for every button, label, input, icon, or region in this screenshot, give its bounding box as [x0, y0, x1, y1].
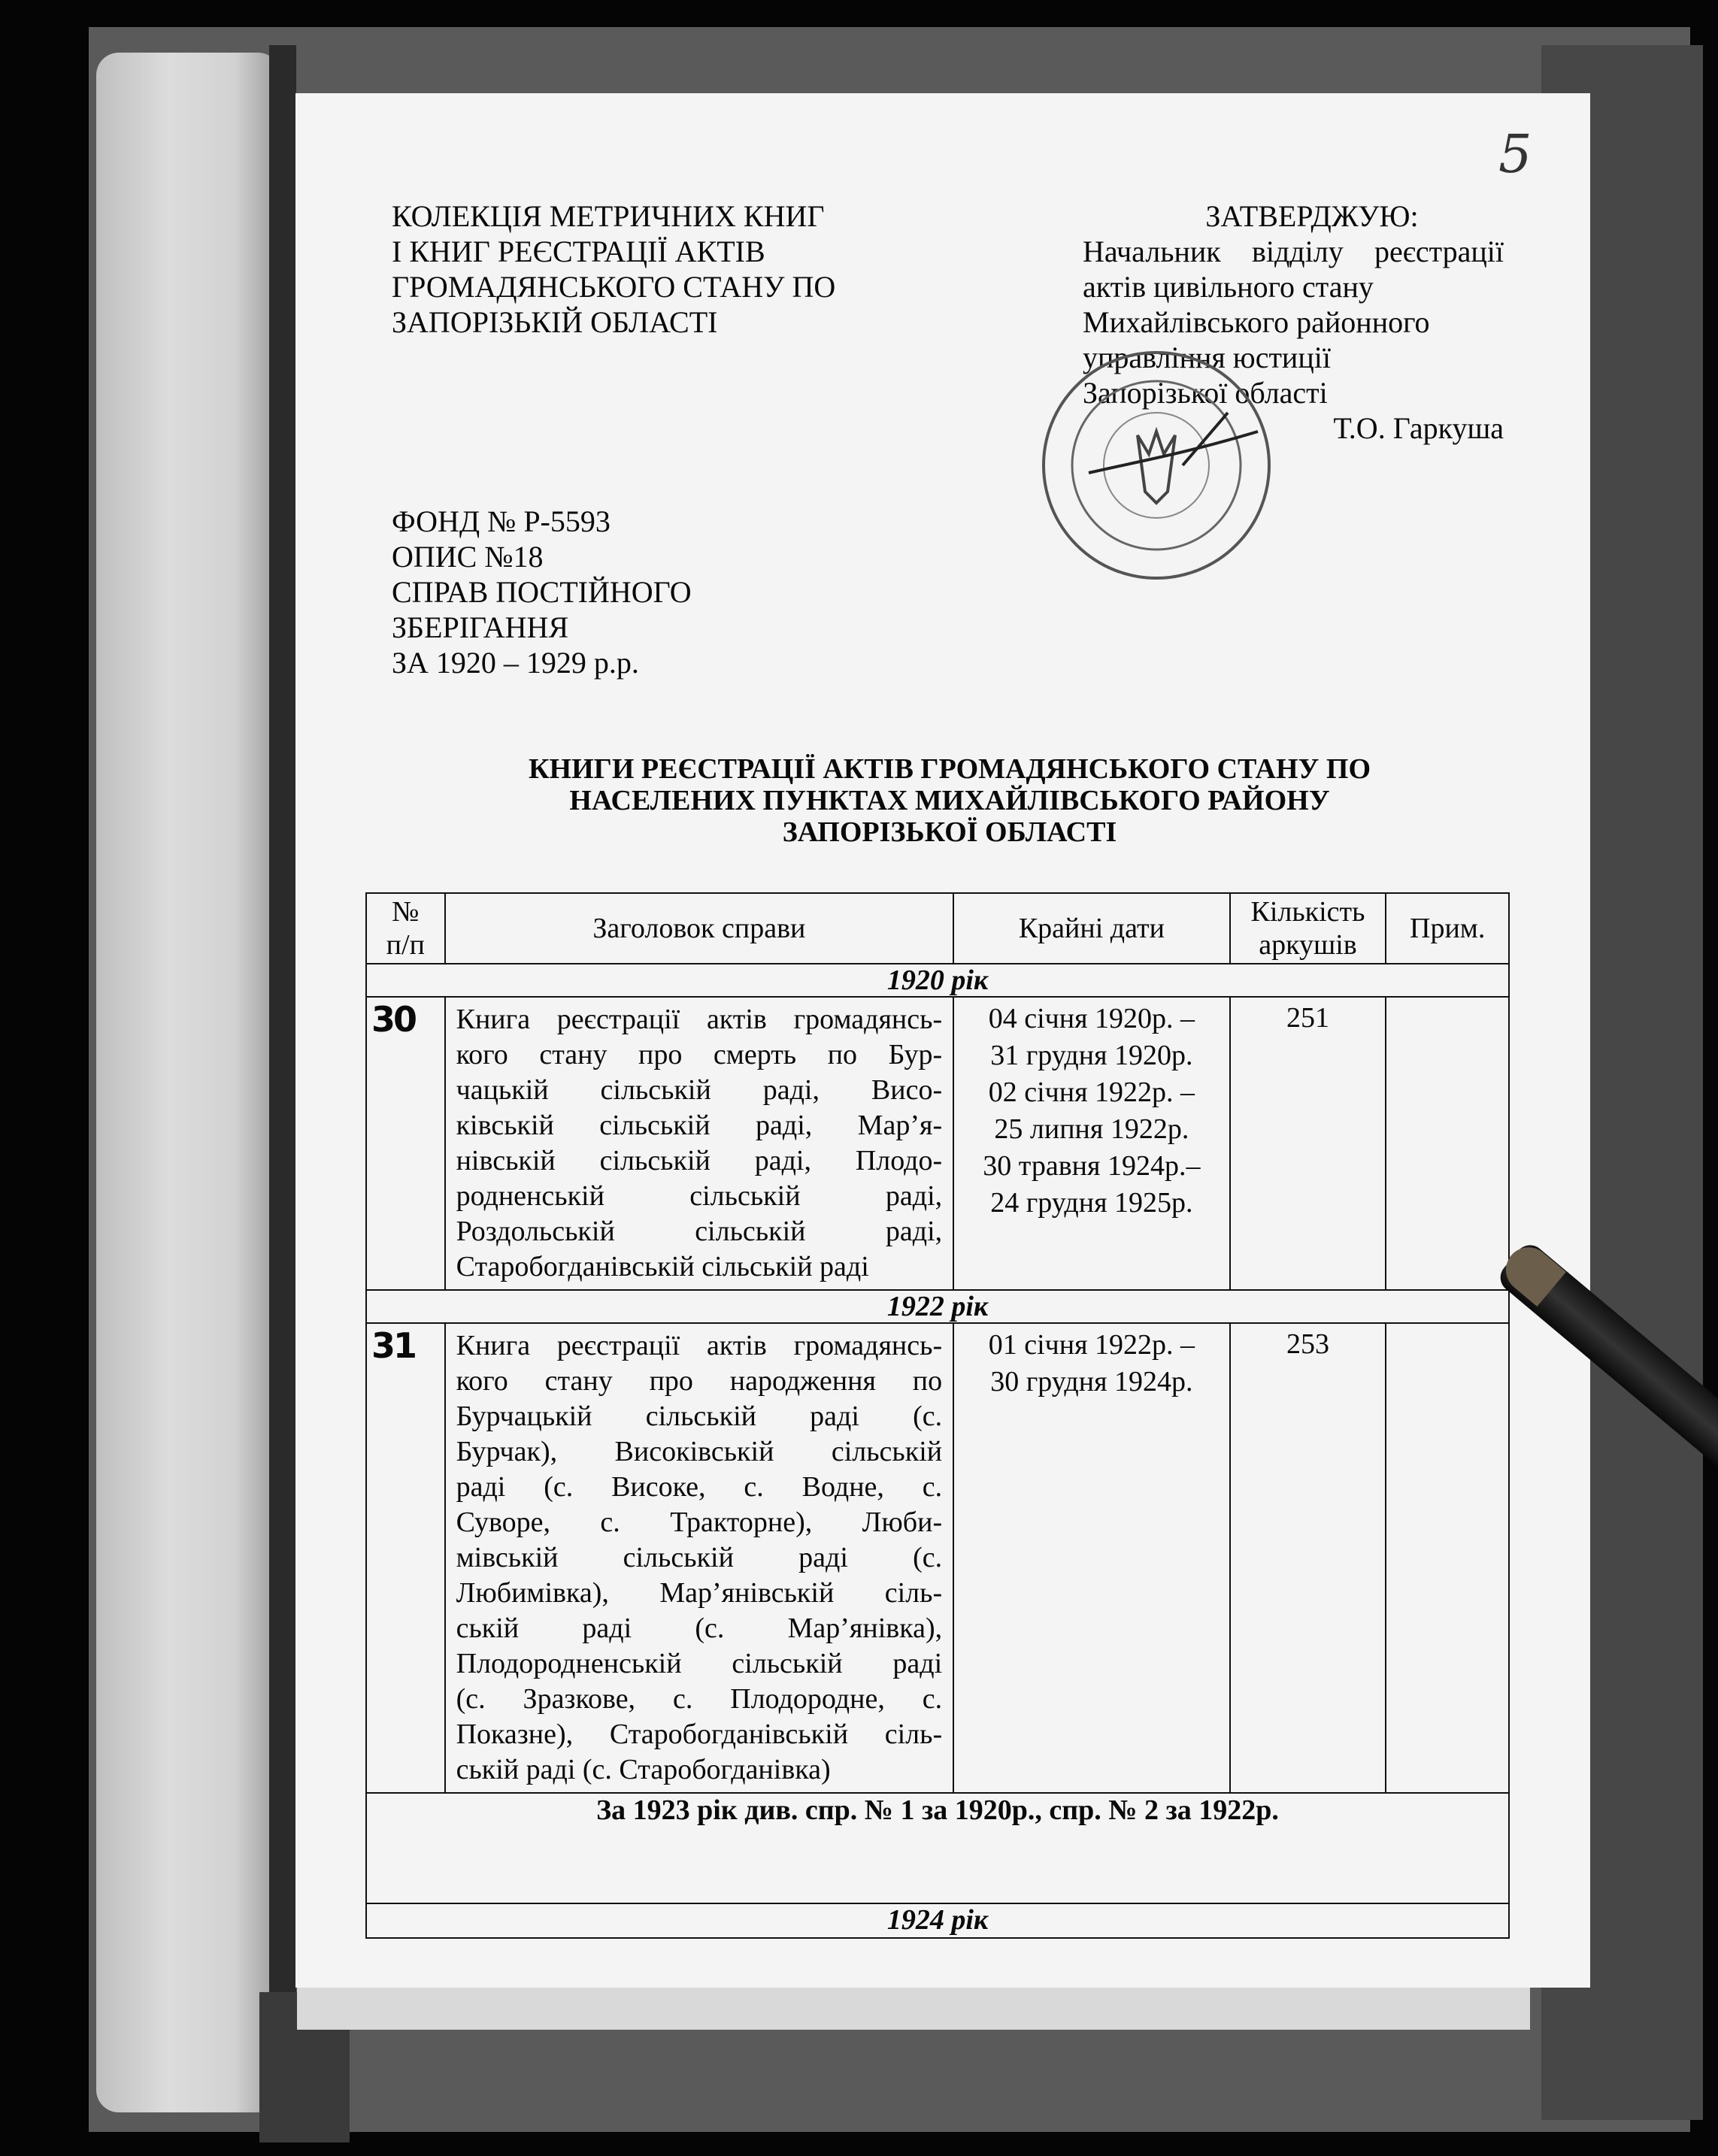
year-label: 1922 рік	[366, 1290, 1509, 1323]
cross-reference-note: За 1923 рік див. спр. № 1 за 1920р., спр. № 2 за 1922р.	[366, 1793, 1509, 1903]
item-title-cell: Книга реєстрації актів громадянсь- кого стану про смерть по Бур- чацькій сільській раді, Висо- ківській сільській раді, Мар’я- нівській сільській раді, Плодо- родненській сільській раді, Роздольській сільській раді, Старобогданівській сільській раді	[445, 997, 954, 1290]
collection-header-line: ГРОМАДЯНСЬКОГО СТАНУ ПО	[392, 270, 836, 304]
collection-header-line: ЗАПОРІЗЬКІЙ ОБЛАСТІ	[392, 305, 718, 339]
item-dates-cell: 04 січня 1920р. – 31 грудня 1920р. 02 січня 1922р. – 25 липня 1922р. 30 травня 1924р.– 24 грудня 1925р.	[953, 997, 1230, 1290]
item-sheets-cell: 253	[1230, 1323, 1386, 1793]
cross-reference-row	[366, 1793, 1509, 1903]
column-header-sheets: Кількість аркушів	[1230, 893, 1386, 964]
collection-header	[392, 198, 835, 340]
fond-storage-line: СПРАВ ПОСТІЙНОГО	[392, 575, 692, 609]
approval-signer: Т.О. Гаркуша	[1333, 411, 1504, 445]
item-note-cell	[1386, 1323, 1509, 1793]
registry-table	[365, 892, 1510, 1939]
approval-line: актів цивільного стану	[1083, 270, 1374, 304]
item-number-cell	[366, 997, 445, 1290]
item-number: 31	[371, 1325, 416, 1366]
fond-period: ЗА 1920 – 1929 р.р.	[392, 646, 639, 680]
official-seal-stamp	[1032, 341, 1280, 589]
document-title	[442, 753, 1457, 848]
table-header-row	[366, 893, 1509, 964]
item-note-cell	[1386, 997, 1509, 1290]
collection-header-line: І КНИГ РЕЄСТРАЦІЇ АКТІВ	[392, 235, 765, 268]
column-header-note: Прим.	[1386, 893, 1509, 964]
fond-number: ФОНД № Р-5593	[392, 504, 611, 538]
year-section-row	[366, 1290, 1509, 1323]
approval-line: управління юстиції	[1083, 341, 1331, 374]
column-header-number: № п/п	[366, 893, 445, 964]
column-header-title: Заголовок справи	[445, 893, 954, 964]
table-row	[366, 997, 1509, 1290]
folder-left-roll	[96, 53, 280, 2112]
year-section-row	[366, 1903, 1509, 1938]
inventory-number: ОПИС №18	[392, 540, 544, 574]
archive-page-number: 5	[1498, 123, 1532, 185]
item-number: 30	[371, 999, 416, 1040]
year-section-row	[366, 964, 1509, 997]
item-title-cell: Книга реєстрації актів громадянсь- кого стану про народження по Бурчацькій сільській раді (с. Бурчак), Високівській сільській раді (с. Високе, с. Водне, с. Суворе, с. Тракторне), Люби- мівській сільській раді (с. Любимівка), Мар’янівській сіль- ській раді (с. Мар’янівка), Плодородненській сільській раді (с. Зразкове, с. Плодородне, с. Показне), Старобогданівській сіль- ській раді (с. Старобогданівка)	[445, 1323, 954, 1793]
approval-title: ЗАТВЕРДЖУЮ:	[1205, 199, 1419, 233]
item-sheets-cell: 251	[1230, 997, 1386, 1290]
item-number-cell	[366, 1323, 445, 1793]
document-title-line: НАСЕЛЕНИХ ПУНКТАХ МИХАЙЛІВСЬКОГО РАЙОНУ	[569, 785, 1330, 816]
column-header-dates: Крайні дати	[953, 893, 1230, 964]
document-page	[295, 93, 1590, 1988]
approval-line: Запорізької області	[1083, 376, 1328, 410]
fond-storage-line: ЗБЕРІГАННЯ	[392, 610, 569, 644]
document-title-line: КНИГИ РЕЄСТРАЦІЇ АКТІВ ГРОМАДЯНСЬКОГО СТАНУ ПО	[528, 753, 1371, 785]
year-label: 1920 рік	[366, 964, 1509, 997]
approval-line: Начальник відділу реєстрації	[1083, 235, 1504, 268]
folder-spine	[269, 45, 296, 2127]
item-dates-cell: 01 січня 1922р. – 30 грудня 1924р.	[953, 1323, 1230, 1793]
fond-block	[392, 504, 692, 680]
approval-line: Михайлівського районного	[1083, 305, 1430, 339]
year-label: 1924 рік	[366, 1903, 1509, 1938]
collection-header-line: КОЛЕКЦІЯ МЕТРИЧНИХ КНИГ	[392, 199, 825, 233]
table-row	[366, 1323, 1509, 1793]
document-title-line: ЗАПОРІЗЬКОЇ ОБЛАСТІ	[782, 816, 1117, 848]
